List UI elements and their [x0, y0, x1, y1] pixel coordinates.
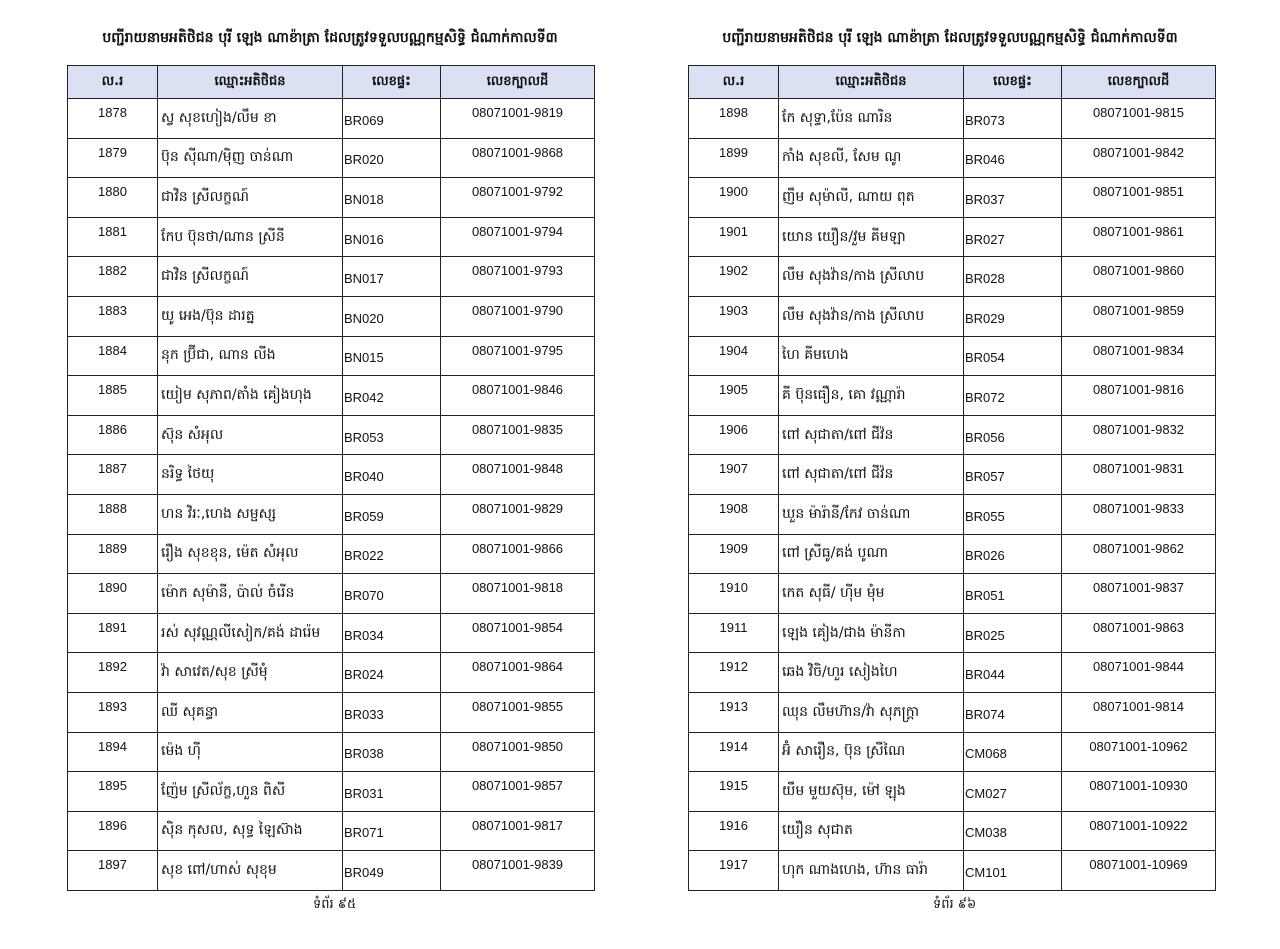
house-code: BR025 [964, 613, 1062, 653]
table-row [68, 217, 595, 257]
land-title-number: 08071001-9795 [441, 336, 595, 376]
house-code: BR026 [964, 534, 1062, 574]
table-row [689, 336, 1216, 376]
house-code: BR072 [964, 376, 1062, 416]
table-row [68, 772, 595, 812]
customer-name: កេត សុធី/ ហ៊ីម មុំម [779, 574, 964, 614]
row-number: 1908 [689, 494, 779, 534]
land-title-number: 08071001-9854 [441, 613, 595, 653]
table-header-row [689, 66, 1216, 99]
row-number: 1910 [689, 574, 779, 614]
row-number: 1915 [689, 772, 779, 812]
customer-name: ស៊ិន កុសល, សុទ្ធ ឡៃស៊ាង [158, 811, 343, 851]
customer-name: ឡេង គៀង/ជាង ម៉ានីកា [779, 613, 964, 653]
house-code: BR038 [343, 732, 441, 772]
table-row [689, 692, 1216, 732]
row-number: 1883 [68, 296, 158, 336]
land-title-number: 08071001-9857 [441, 772, 595, 812]
land-title-number: 08071001-9859 [1062, 296, 1216, 336]
table-row [68, 376, 595, 416]
house-code: BR054 [964, 336, 1062, 376]
land-title-number: 08071001-9837 [1062, 574, 1216, 614]
customer-name: សុខ ពៅ/ហាស់ សុខុម [158, 851, 343, 891]
customer-name: នរិទ្ធ ថៃយុ [158, 455, 343, 495]
customer-name: ឃួន ម៉ារ៉ានី/កែវ ចាន់ណា [779, 494, 964, 534]
page-title: បញ្ជីរាយនាមអតិថិជន បុរី ឡេង ណាខ៉ាត្រា ដែលត្រូវទទួលបណ្ណកម្មសិទ្ធិ ជំណាក់កាលទី៣ [722, 30, 1178, 46]
land-title-number: 08071001-9860 [1062, 257, 1216, 297]
house-code: BR049 [343, 851, 441, 891]
table-row [689, 653, 1216, 693]
table-row [68, 851, 595, 891]
house-code: BN020 [343, 296, 441, 336]
row-number: 1913 [689, 692, 779, 732]
house-code: BR057 [964, 455, 1062, 495]
customer-name: វ៉ា សាវេត/សុខ ស្រីមុំ [158, 653, 343, 693]
customer-name: លឹម សុងវ៉ាន/កាង ស្រីលាប [779, 296, 964, 336]
customer-name: ពៅ សុជាតា/ពៅ ជីវ៉ន [779, 455, 964, 495]
table-row [689, 138, 1216, 178]
house-code: CM101 [964, 851, 1062, 891]
table-row [68, 455, 595, 495]
row-number: 1894 [68, 732, 158, 772]
house-code: BN018 [343, 178, 441, 218]
customer-name: លឹម សុងវ៉ាន/កាង ស្រីលាប [779, 257, 964, 297]
table-row [689, 455, 1216, 495]
page-number: ទំព័រ ៩៥ [313, 897, 357, 912]
table-row [689, 296, 1216, 336]
land-title-number: 08071001-10969 [1062, 851, 1216, 891]
land-title-number: 08071001-9864 [441, 653, 595, 693]
land-title-number: 08071001-9862 [1062, 534, 1216, 574]
table-row [68, 534, 595, 574]
land-title-number: 08071001-9863 [1062, 613, 1216, 653]
customer-name: ម៉េង ហ៊ី [158, 732, 343, 772]
customer-name: កែប ប៊ុនថា/ណាន ស្រីនី [158, 217, 343, 257]
row-number: 1903 [689, 296, 779, 336]
customer-name: ឈុន លឹមហ៊ាន/វ៉ា សុភក្ត្រា [779, 692, 964, 732]
customer-name: ញឹម សុម៉ាលី, ណាយ ពុត [779, 178, 964, 218]
table-row [689, 574, 1216, 614]
row-number: 1880 [68, 178, 158, 218]
table-header-row [68, 66, 595, 99]
row-number: 1889 [68, 534, 158, 574]
land-title-number: 08071001-9829 [441, 494, 595, 534]
customer-name: រស់ សុវណ្ណលីសៀក/គង់ ដារ៉េម [158, 613, 343, 653]
row-number: 1906 [689, 415, 779, 455]
house-code: BN017 [343, 257, 441, 297]
land-title-number: 08071001-10962 [1062, 732, 1216, 772]
house-code: BR027 [964, 217, 1062, 257]
row-number: 1896 [68, 811, 158, 851]
table-row [68, 613, 595, 653]
house-code: BR046 [964, 138, 1062, 178]
row-number: 1905 [689, 376, 779, 416]
customer-name: យោន យឿន/វួម គីមឡា [779, 217, 964, 257]
header-code: លេខផ្ទះ [343, 66, 441, 99]
land-title-number: 08071001-9794 [441, 217, 595, 257]
row-number: 1902 [689, 257, 779, 297]
house-code: BR071 [343, 811, 441, 851]
table-row [689, 494, 1216, 534]
land-title-number: 08071001-9855 [441, 692, 595, 732]
table-row [689, 772, 1216, 812]
house-code: BR031 [343, 772, 441, 812]
table-row [689, 851, 1216, 891]
land-title-number: 08071001-9835 [441, 415, 595, 455]
house-code: BR069 [343, 99, 441, 139]
table-row [68, 732, 595, 772]
row-number: 1917 [689, 851, 779, 891]
house-code: BR037 [964, 178, 1062, 218]
customer-name: ពៅ សុជាតា/ពៅ ជីវ៉ន [779, 415, 964, 455]
customer-table [688, 65, 1216, 891]
row-number: 1890 [68, 574, 158, 614]
row-number: 1907 [689, 455, 779, 495]
customer-name: រឿង សុខខុន, ម៉េត សំអុល [158, 534, 343, 574]
row-number: 1901 [689, 217, 779, 257]
land-title-number: 08071001-10930 [1062, 772, 1216, 812]
table-row [68, 336, 595, 376]
table-row [68, 99, 595, 139]
row-number: 1914 [689, 732, 779, 772]
table-row [689, 99, 1216, 139]
row-number: 1879 [68, 138, 158, 178]
land-title-number: 08071001-9817 [441, 811, 595, 851]
customer-name: នុក ប្រ៊ីជា, ណាន លីង [158, 336, 343, 376]
page-title: បញ្ជីរាយនាមអតិថិជន បុរី ឡេង ណាខ៉ាត្រា ដែលត្រូវទទួលបណ្ណកម្មសិទ្ធិ ជំណាក់កាលទី៣ [102, 30, 558, 46]
row-number: 1904 [689, 336, 779, 376]
customer-name: ស៊ុន សំអុល [158, 415, 343, 455]
house-code: BR073 [964, 99, 1062, 139]
customer-name: ឆេង វិចិ/ហួរ សៀងហៃ [779, 653, 964, 693]
page-right [620, 0, 1260, 949]
land-title-number: 08071001-9846 [441, 376, 595, 416]
land-title-number: 08071001-9868 [441, 138, 595, 178]
house-code: CM068 [964, 732, 1062, 772]
row-number: 1885 [68, 376, 158, 416]
house-code: BN016 [343, 217, 441, 257]
table-row [689, 613, 1216, 653]
customer-name: ស្វ សុខហៀង/លឹម ខា [158, 99, 343, 139]
land-title-number: 08071001-9851 [1062, 178, 1216, 218]
land-title-number: 08071001-9790 [441, 296, 595, 336]
row-number: 1912 [689, 653, 779, 693]
row-number: 1886 [68, 415, 158, 455]
customer-name: កាំង សុខលី, សែម ណូ [779, 138, 964, 178]
house-code: BR029 [964, 296, 1062, 336]
land-title-number: 08071001-9815 [1062, 99, 1216, 139]
house-code: BR033 [343, 692, 441, 732]
row-number: 1884 [68, 336, 158, 376]
house-code: BR051 [964, 574, 1062, 614]
header-no: ល.រ [68, 66, 158, 99]
house-code: BR028 [964, 257, 1062, 297]
header-name: ឈ្មោះអតិថិជន [158, 66, 343, 99]
land-title-number: 08071001-9819 [441, 99, 595, 139]
customer-name: ហន វិរៈ,ហេង សម្ផស្ស [158, 494, 343, 534]
house-code: CM027 [964, 772, 1062, 812]
house-code: BR053 [343, 415, 441, 455]
land-title-number: 08071001-9832 [1062, 415, 1216, 455]
table-row [68, 415, 595, 455]
customer-name: យឿន សុជាត [779, 811, 964, 851]
row-number: 1878 [68, 99, 158, 139]
house-code: BR055 [964, 494, 1062, 534]
customer-name: យូ អេង/ប៊ុន ដារត្ន [158, 296, 343, 336]
header-code: លេខផ្ទះ [964, 66, 1062, 99]
row-number: 1899 [689, 138, 779, 178]
table-row [68, 257, 595, 297]
customer-name: ញ៉ែម ស្រីល័ក្ខ,ហួន ពិសី [158, 772, 343, 812]
customer-name: ហុក ណាងហេង, ហ៊ាន ធារ៉ា [779, 851, 964, 891]
land-title-number: 08071001-9842 [1062, 138, 1216, 178]
table-row [689, 376, 1216, 416]
land-title-number: 08071001-9833 [1062, 494, 1216, 534]
house-code: BR074 [964, 692, 1062, 732]
house-code: BR034 [343, 613, 441, 653]
table-row [689, 415, 1216, 455]
row-number: 1898 [689, 99, 779, 139]
customer-name: ឈី សុគន្ធា [158, 692, 343, 732]
table-row [689, 732, 1216, 772]
house-code: BR056 [964, 415, 1062, 455]
customer-name: គី ប៊ុនធឿន, គោ វណ្ណារ៉ា [779, 376, 964, 416]
land-title-number: 08071001-9834 [1062, 336, 1216, 376]
customer-name: យឹម មួយស៊ុម, ម៉ៅ ឡុង [779, 772, 964, 812]
row-number: 1911 [689, 613, 779, 653]
land-title-number: 08071001-9866 [441, 534, 595, 574]
land-title-number: 08071001-9814 [1062, 692, 1216, 732]
land-title-number: 08071001-9792 [441, 178, 595, 218]
table-row [68, 494, 595, 534]
customer-name: កែ សុទ្ធា,ប៉ែន ណារិន [779, 99, 964, 139]
land-title-number: 08071001-9850 [441, 732, 595, 772]
table-row [689, 811, 1216, 851]
house-code: CM038 [964, 811, 1062, 851]
land-title-number: 08071001-9831 [1062, 455, 1216, 495]
land-title-number: 08071001-9816 [1062, 376, 1216, 416]
customer-name: ជាវិន ស្រីលក្ខណ៍ [158, 257, 343, 297]
house-code: BR059 [343, 494, 441, 534]
row-number: 1897 [68, 851, 158, 891]
house-code: BR020 [343, 138, 441, 178]
table-row [68, 653, 595, 693]
house-code: BR022 [343, 534, 441, 574]
house-code: BR042 [343, 376, 441, 416]
table-row [68, 574, 595, 614]
row-number: 1916 [689, 811, 779, 851]
customer-table [67, 65, 595, 891]
table-row [68, 296, 595, 336]
customer-name: ម៉ោក សុម៉ានី, ប៉ាល់ ចំរើន [158, 574, 343, 614]
header-account: លេខក្បាលដី [441, 66, 595, 99]
customer-name: អ៊ំ សារឿន, ប៊ុន ស្រីណៃ [779, 732, 964, 772]
table-row [68, 811, 595, 851]
house-code: BR040 [343, 455, 441, 495]
customer-name: ហៃ គីមហេង [779, 336, 964, 376]
page-number: ទំព័រ ៩៦ [933, 897, 977, 912]
table-row [68, 692, 595, 732]
land-title-number: 08071001-9848 [441, 455, 595, 495]
house-code: BR024 [343, 653, 441, 693]
row-number: 1881 [68, 217, 158, 257]
land-title-number: 08071001-9818 [441, 574, 595, 614]
land-title-number: 08071001-10922 [1062, 811, 1216, 851]
row-number: 1888 [68, 494, 158, 534]
customer-name: ប៊ុន ស៊ីណា/ម៉ិញ ចាន់ណា [158, 138, 343, 178]
table-row [689, 178, 1216, 218]
row-number: 1895 [68, 772, 158, 812]
customer-name: យៀម សុភាព/តាំង គៀងហុង [158, 376, 343, 416]
row-number: 1893 [68, 692, 158, 732]
table-row [689, 217, 1216, 257]
table-row [68, 138, 595, 178]
header-account: លេខក្បាលដី [1062, 66, 1216, 99]
table-row [689, 257, 1216, 297]
table-row [689, 534, 1216, 574]
row-number: 1891 [68, 613, 158, 653]
customer-name: ជាវិន ស្រីលក្ខណ៍ [158, 178, 343, 218]
house-code: BR070 [343, 574, 441, 614]
land-title-number: 08071001-9839 [441, 851, 595, 891]
land-title-number: 08071001-9861 [1062, 217, 1216, 257]
land-title-number: 08071001-9844 [1062, 653, 1216, 693]
table-row [68, 178, 595, 218]
header-no: ល.រ [689, 66, 779, 99]
customer-name: ពៅ ស្រីធូ/គង់ បូណា [779, 534, 964, 574]
row-number: 1900 [689, 178, 779, 218]
row-number: 1882 [68, 257, 158, 297]
house-code: BR044 [964, 653, 1062, 693]
header-name: ឈ្មោះអតិថិជន [779, 66, 964, 99]
row-number: 1892 [68, 653, 158, 693]
house-code: BN015 [343, 336, 441, 376]
row-number: 1909 [689, 534, 779, 574]
land-title-number: 08071001-9793 [441, 257, 595, 297]
row-number: 1887 [68, 455, 158, 495]
